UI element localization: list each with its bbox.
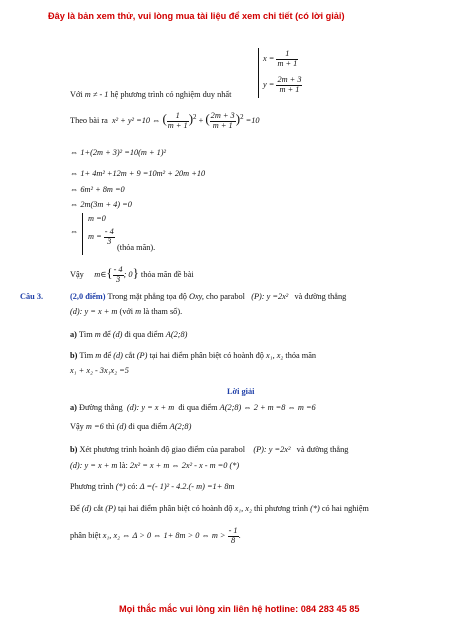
- question-intro: (2,0 điểm) Trong mặt phẳng tọa độ Oxy, cho parabol (P): y =2x² và đường thẳng: [70, 292, 347, 301]
- derivation-line-2: ⇔ 1+ 4m² +12m + 9 =10m² + 20m +10: [70, 169, 206, 178]
- solution-b-line-4: Để (d) cắt (P) tại hai điểm phân biệt có hoành độ x₁, x₂ thì phương trình (*) có hai nghiệm: [70, 504, 369, 513]
- solution-b-line-2: (d): y = x + m là: 2x² = x + m ⇔ 2x² - x - m =0 (*): [70, 461, 240, 470]
- case-arrow: ⇔: [70, 227, 79, 236]
- condition-line: Với m ≠ - 1 hệ phương trình có nghiệm duy nhất: [70, 90, 232, 99]
- solution-b-line-3: Phương trình (*) có: Δ =(- 1)² - 4.2.(- m) =1+ 8m: [70, 482, 235, 491]
- system-y-row: y = $\frac{2m + 3}{m + 1}$: [263, 75, 302, 94]
- footer-hotline: Mọi thắc mắc vui lòng xin liên hệ hotline: 084 283 45 85: [119, 604, 360, 614]
- given-equation: Theo bài ra x² + y² =10 ⇔ ( $\frac{1}{m + 1}$ )$^2$ + ( $\frac{2m + 3}{m + 1}$ )$^2$ =10: [70, 110, 260, 130]
- question-part-a: a) Tìm m để (d) đi qua điểm A(2;8): [70, 330, 188, 339]
- conclusion-line: Vậy m∈{ $\frac{- 4}{3}$ ; 0} thỏa mãn đề bài: [70, 264, 194, 284]
- case-brace: [82, 213, 83, 255]
- system-brace: [258, 48, 259, 98]
- solution-b-line-5: phân biệt x₁, x₂ ⇔ Δ > 0 ⇔ 1+ 8m > 0 ⇔ m > $\frac{- 1}{8}$ .: [70, 526, 241, 545]
- question-part-b-condition: x₁ + x₂ - 3x₁x₂ =5: [70, 366, 129, 375]
- question-line-d: (d): y = x + m (với m là tham số).: [70, 307, 183, 316]
- derivation-line-4: ⇔ 2m(3m + 4) =0: [70, 200, 132, 209]
- case-note: (thỏa mãn).: [117, 243, 156, 252]
- system-x-row: x = $\frac{1}{m + 1}$: [263, 49, 298, 68]
- derivation-line-3: ⇔ 6m² + 8m =0: [70, 185, 125, 194]
- case-2: m = $\frac{- 4}{3}$: [88, 227, 114, 246]
- derivation-line-1: ⇔ 1+(2m + 3)² =10(m + 1)²: [70, 148, 167, 157]
- solution-title: Lời giải: [227, 387, 255, 396]
- solution-a-line-2: Vậy m =6 thì (d) đi qua điểm A(2;8): [70, 422, 192, 431]
- header-notice: Đây là bản xem thử, vui lòng mua tài liệu để xem chi tiết (có lời giải): [48, 11, 345, 21]
- question-part-b: b) Tìm m để (d) cắt (P) tại hai điểm phân biệt có hoành độ x₁, x₂ thỏa mãn: [70, 351, 317, 360]
- case-1: m =0: [88, 214, 106, 223]
- question-label: Câu 3.: [20, 292, 44, 301]
- solution-b-line-1: b) Xét phương trình hoành độ giao điểm của parabol (P): y =2x² và đường thẳng: [70, 445, 349, 454]
- solution-a-line-1: a) Đường thẳng (d): y = x + m đi qua điểm A(2;8) ⇔ 2 + m =8 ⇔ m =6: [70, 403, 316, 412]
